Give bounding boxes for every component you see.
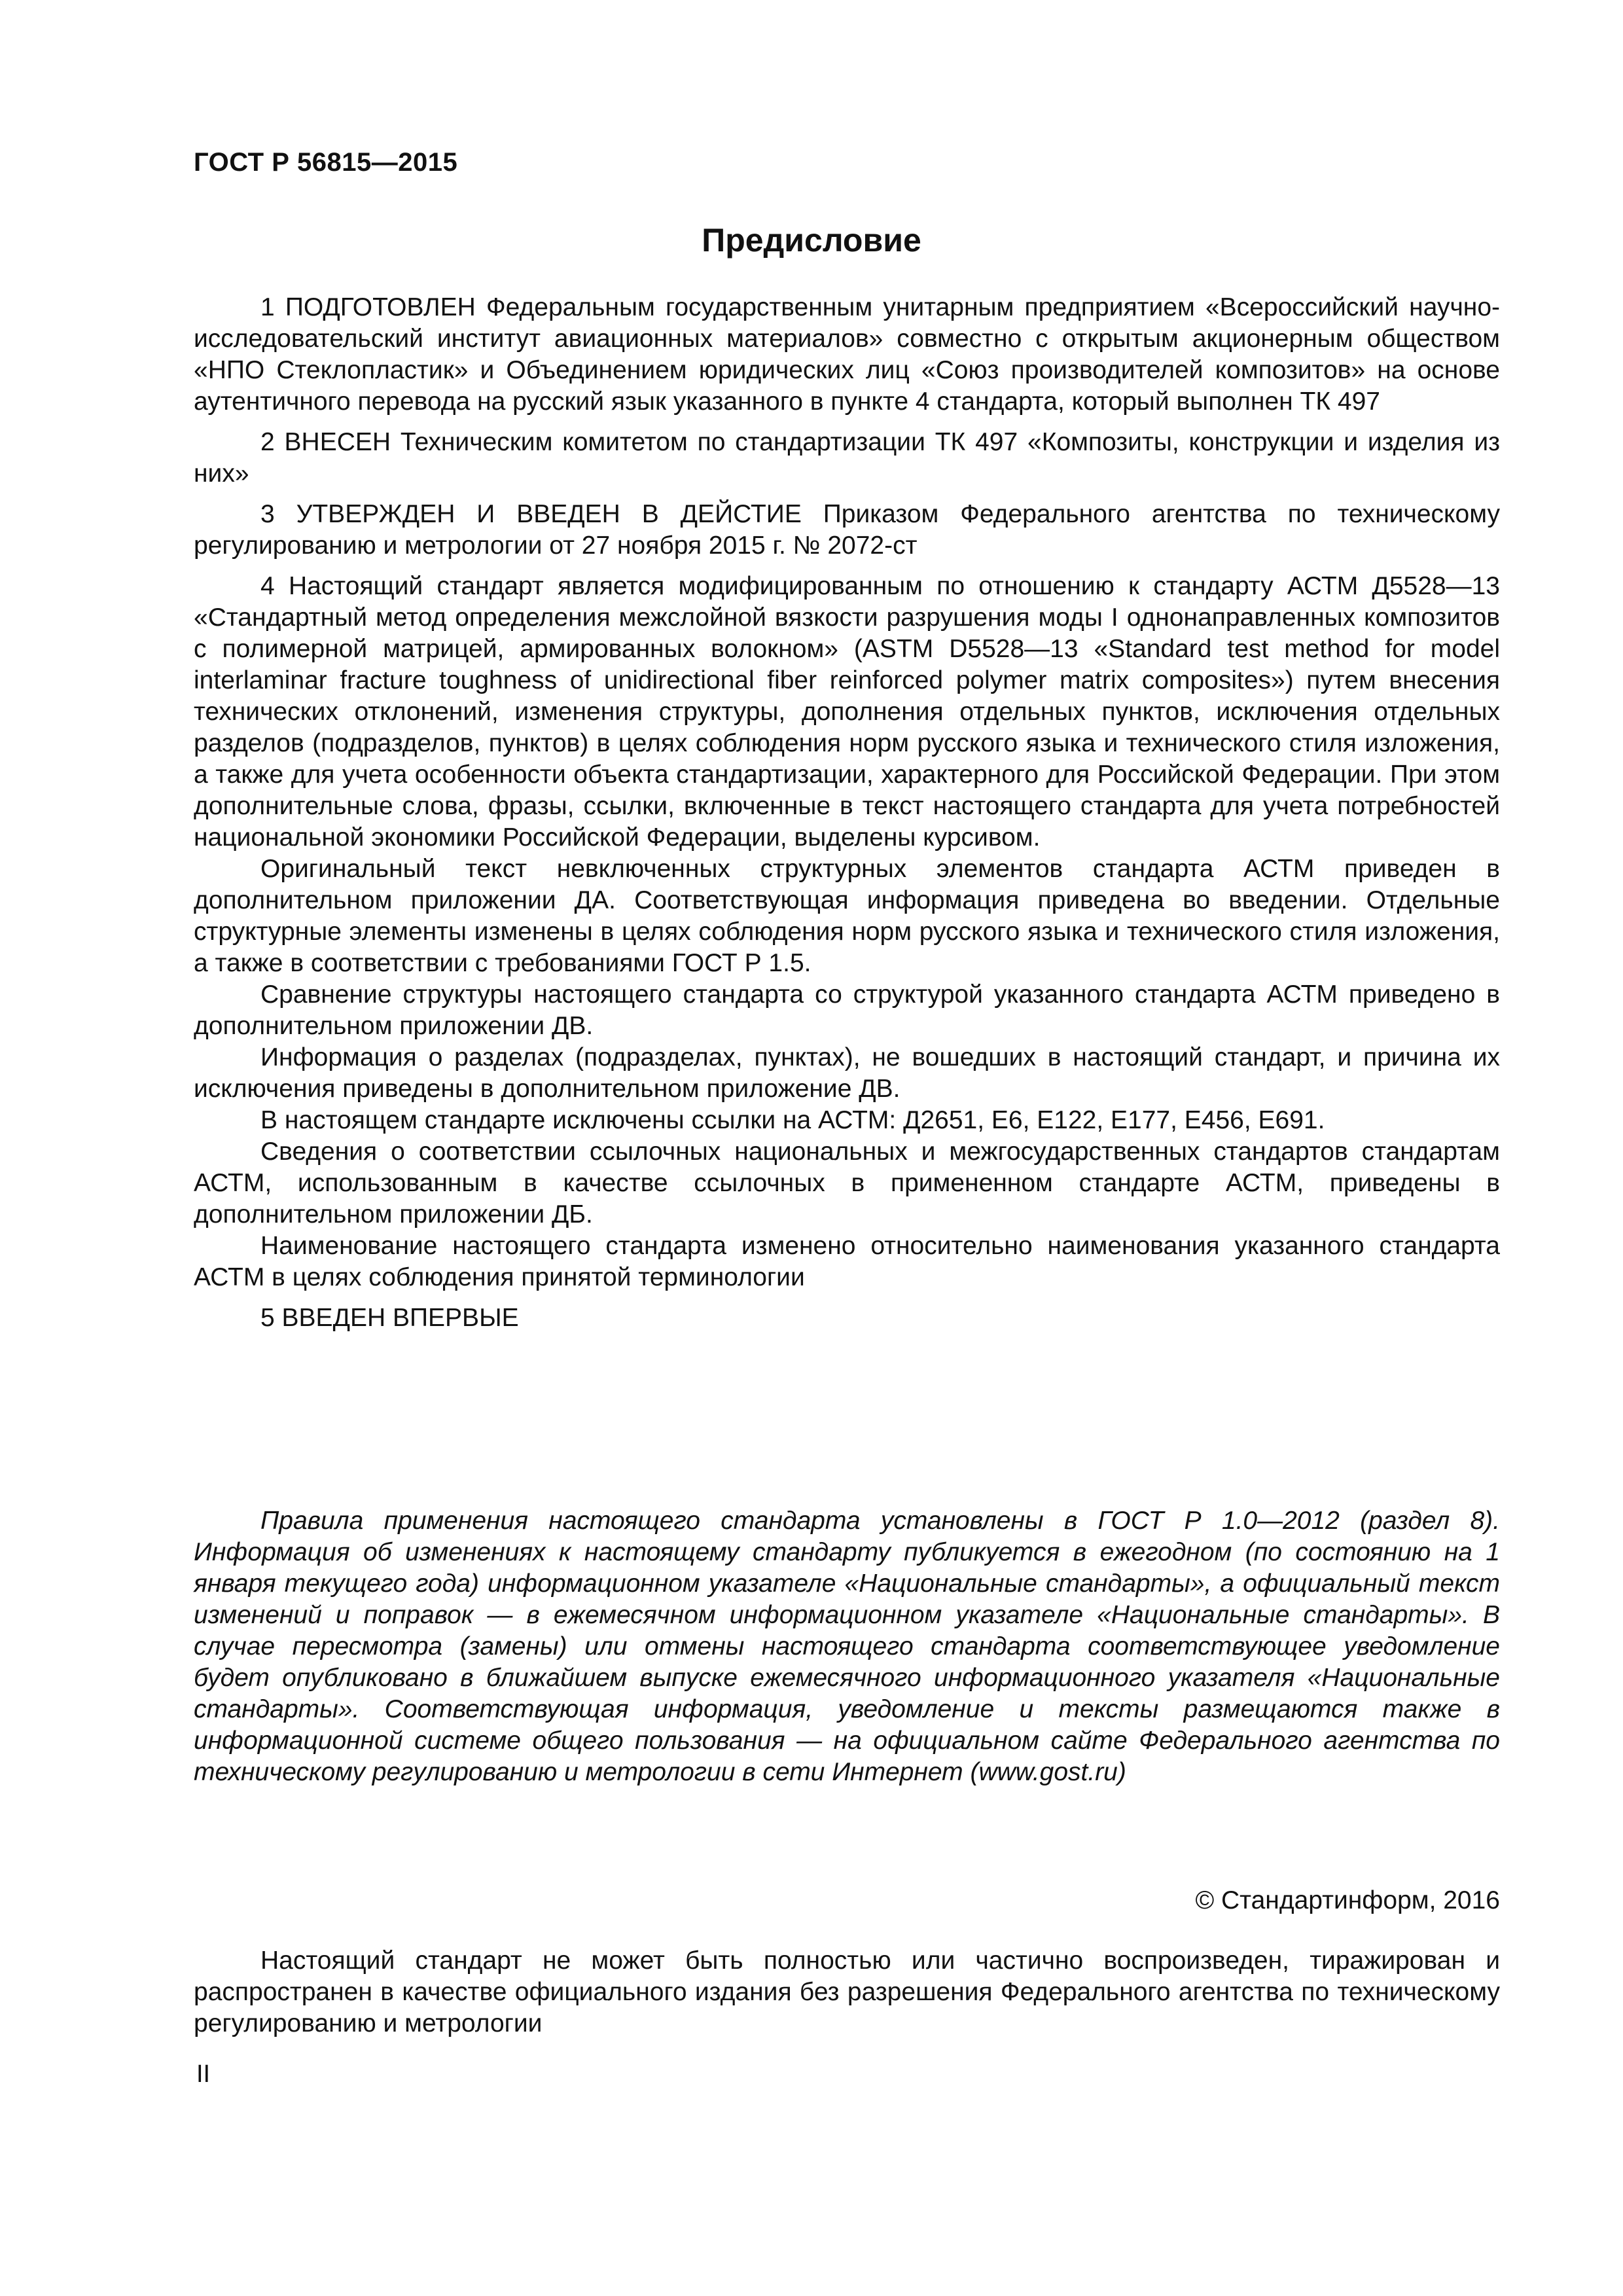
page-title: Предисловие — [702, 222, 921, 259]
paragraph-original-text: Оригинальный текст невключенных структурных элементов стандарта АСТМ приведен в дополнительном приложении ДА. Соответствующая информация приведена во введении. Отдельные структурные элементы изменены в целях соблюдения норм русского языка и технического стиля изложения, а также в соответствии с требованиями ГОСТ Р 1.5. — [194, 855, 1500, 977]
reproduction-notice: Настоящий стандарт не может быть полностью или частично воспроизведен, тиражирован и распространен в качестве официального издания без разрешения Федерального агентства по техническому регулированию и метрологии — [194, 1946, 1500, 2037]
paragraph-modified-standard: 4 Настоящий стандарт является модифицированным по отношению к стандарту АСТМ Д5528—13 «Стандартный метод определения межслойной вязкости разрушения моды I однонаправленных композитов с полимерной матрицей, армированных волокном» (ASTM D5528—13 «Standard test method for model interlaminar fracture toughness of unidirectional fiber reinforced polymer matrix composites») путем внесения технических отклонений, изменения структуры, дополнения отдельных пунктов, исключения отдельных разделов (подразделов, пунктов) в целях соблюдения норм русского языка и технического стиля изложения, а также для учета особенности объекта стандартизации, характерного для Российской Федерации. При этом дополнительные слова, фразы, ссылки, включенные в текст настоящего стандарта для учета потребностей национальной экономики Российской Федерации, выделены курсивом. — [194, 572, 1500, 852]
paragraph-approved: 3 УТВЕРЖДЕН И ВВЕДЕН В ДЕЙСТИЕ Приказом Федерального агентства по техническому регулированию и метрологии от 27 ноября 2015 г. № 2072-ст — [194, 500, 1500, 560]
paragraph-name-change: Наименование настоящего стандарта изменено относительно наименования указанного стандарта АСТМ в целях соблюдения принятой терминологии — [194, 1232, 1500, 1291]
paragraph-structure-comparison: Сравнение структуры настоящего стандарта со структурой указанного стандарта АСТМ приведено в дополнительном приложении ДВ. — [194, 980, 1500, 1040]
rules-notice: Правила применения настоящего стандарта установлены в ГОСТ Р 1.0—2012 (раздел 8). Информация об изменениях к настоящему стандарту публикуется в ежегодном (по состоянию на 1 января текущего года) информационном указателе «Национальные стандарты», а официальный текст изменений и поправок — в ежемесячном информационном указателе «Национальные стандарты». В случае пересмотра (замены) или отмены настоящего стандарта соответствующее уведомление будет опубликовано в ближайшем выпуске ежемесячного информационного указателя «Национальные стандарты». Соответствующая информация, уведомление и тексты размещаются также в информационной системе общего пользования — на официальном сайте Федерального агентства по техническому регулированию и метрологии в сети Интернет (www.gost.ru) — [194, 1507, 1500, 1786]
foreword-body — [194, 292, 1500, 1334]
paragraph-first-introduced: 5 ВВЕДЕН ВПЕРВЫЕ — [260, 1304, 519, 1332]
paragraph-excluded-sections: Информация о разделах (подразделах, пунктах), не вошедших в настоящий стандарт, и причина их исключения приведены в дополнительном приложение ДВ. — [194, 1043, 1500, 1103]
document-code: ГОСТ Р 56815—2015 — [194, 148, 458, 177]
copyright-line: © Стандартинформ, 2016 — [1195, 1886, 1500, 1914]
paragraph-prepared-by: 1 ПОДГОТОВЛЕН Федеральным государственным унитарным предприятием «Всероссийский научно-исследовательский институт авиационных материалов» совместно с открытым акционерным обществом «НПО Стеклопластик» и Объединением юридических лиц «Союз производителей композитов» на основе аутентичного перевода на русский язык указанного в пункте 4 стандарта, который выполнен ТК 497 — [194, 293, 1500, 416]
paragraph-introduced-by: 2 ВНЕСЕН Техническим комитетом по стандартизации ТК 497 «Композиты, конструкции и изделия из них» — [194, 428, 1500, 488]
page-number: II — [196, 2060, 211, 2088]
paragraph-references-correspondence: Сведения о соответствии ссылочных национальных и межгосударственных стандартов стандартам АСТМ, использованным в качестве ссылочных в примененном стандарте АСТМ, приведены в дополнительном приложении ДБ. — [194, 1138, 1500, 1229]
paragraph-excluded-references: В настоящем стандарте исключены ссылки на АСТМ: Д2651, Е6, Е122, Е177, Е456, Е691. — [260, 1106, 1325, 1134]
